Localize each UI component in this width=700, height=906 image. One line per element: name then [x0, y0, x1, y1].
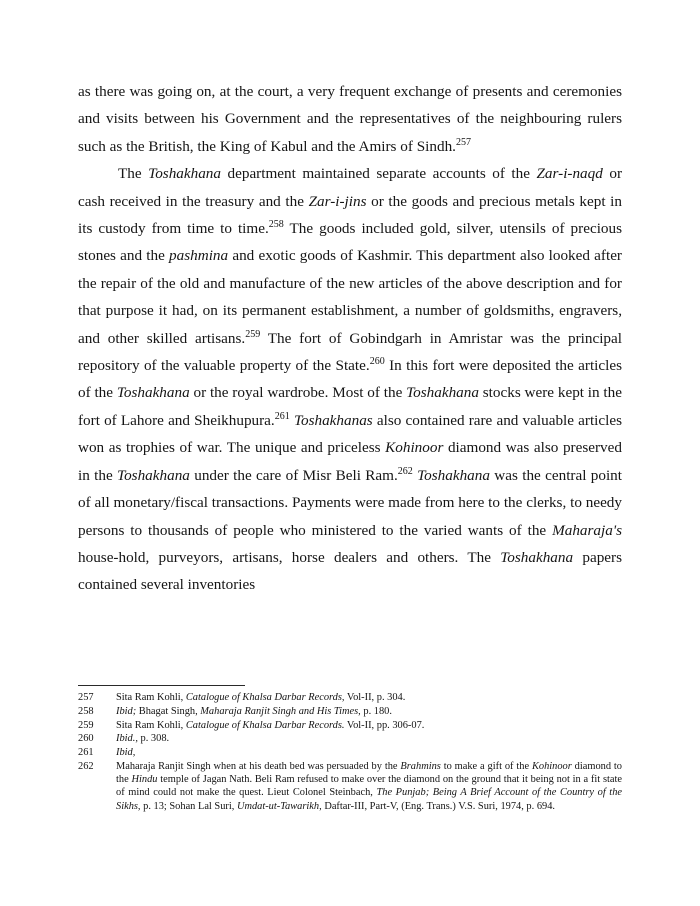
footnote-list	[78, 691, 622, 813]
italic-term: Toshakhana	[117, 466, 190, 484]
footnote-number: 261	[78, 747, 94, 759]
text-run: p. 180.	[360, 705, 392, 717]
footnote-item	[78, 691, 622, 704]
footnote-text	[116, 746, 622, 759]
text-run: The goods included gold, silver, utensils of precious stones and the	[78, 220, 623, 265]
text-run: also contained rare and valuable articles won as trophies of war. The unique and priceless	[78, 411, 623, 457]
italic-term: Ibid,	[116, 747, 136, 759]
italic-term: Toshakhana	[148, 165, 221, 183]
italic-term: Ibid;	[116, 705, 137, 717]
body-paragraph-2	[78, 160, 622, 599]
italic-term: Kohinoor	[385, 439, 444, 457]
text-run: temple of Jagan Nath. Beli Ram refused to make over the diamond on the ground that it being not in a fit state of mind could not make the quest. Lieut Colonel Steinbach,	[116, 774, 622, 799]
text-run: Daftar-III, Part-V, (Eng. Trans.) V.S. Suri, 1974, p. 694.	[321, 800, 556, 812]
italic-term: The Punjab; Being A Brief Account of the Country of the Sikhs,	[116, 787, 622, 812]
footnote-number: 260	[78, 733, 94, 745]
text-run: was the central point of all monetary/fiscal transactions. Payments were made from here to the clerks, to needy persons to thousands of people who ministered to the varied wants of the	[78, 466, 622, 539]
footnote-text	[116, 705, 622, 718]
footnote-number: 258	[78, 705, 94, 717]
italic-term: Umdat-ut-Tawarikh,	[236, 800, 322, 812]
footnote-marker: 258	[268, 218, 284, 230]
text-run: p. 13; Sohan Lal Suri,	[140, 800, 237, 812]
text-run: The fort of Gobindgarh in Amristar was the principal repository of the valuable property of the State.	[78, 329, 622, 375]
footnote-marker: 257	[455, 136, 471, 148]
italic-term: Catalogue of Khalsa Darbar Records,	[185, 692, 345, 703]
italic-term: Zar-i-naqd	[536, 165, 603, 183]
italic-term: Catalogue of Khalsa Darbar Records.	[185, 719, 345, 731]
footnote-number: 257	[78, 692, 94, 703]
italic-term: Toshakhanas	[293, 411, 373, 429]
text-run: and exotic goods of Kashmir. This department also looked after the repair of the old and manufacture of the new articles of the above description and for that purpose it had, on its permanent establishment, a number of goldsmiths, engravers, and other skilled artisans.	[78, 247, 622, 347]
text-run: In this fort were deposited the articles of the	[78, 357, 622, 402]
footnote-item	[78, 705, 622, 718]
page-body-content	[78, 78, 622, 599]
footnote-text	[116, 719, 622, 732]
text-run: Sita Ram Kohli,	[116, 719, 186, 731]
footnote-text	[116, 691, 622, 704]
italic-term: Hindu	[131, 774, 158, 786]
text-run: Bhagat Singh,	[136, 705, 201, 717]
footnote-item	[78, 719, 622, 732]
text-run: under the care of Misr Beli Ram.	[189, 466, 398, 484]
text-run: to make a gift of the	[440, 760, 532, 772]
footnote-number: 259	[78, 719, 94, 731]
italic-term: Kohinoor	[531, 760, 572, 772]
italic-term: Maharaja's	[552, 521, 622, 539]
footnote-text	[116, 732, 622, 745]
italic-term: Toshakhana	[116, 384, 190, 402]
text-run: Vol-II, pp. 306-07.	[344, 719, 425, 731]
italic-term: Toshakhana	[417, 466, 490, 484]
text-run: house-hold, purveyors, artisans, horse dealers and others. The	[78, 548, 501, 566]
footnote-text	[116, 760, 622, 813]
text-run: Vol-II, p. 304.	[344, 692, 406, 703]
text-run: stocks were kept in the fort of Lahore and Sheikhupura.	[78, 384, 622, 429]
footnote-number: 262	[78, 760, 94, 772]
text-run: or the goods and precious metals kept in its custody from time to time.	[78, 192, 622, 238]
italic-term: Toshakhana	[500, 548, 574, 566]
footnote-item	[78, 746, 622, 759]
footnote-item	[78, 732, 622, 745]
italic-term: Brahmins	[400, 760, 441, 772]
footnote-marker: 261	[274, 410, 290, 422]
text-run: or the royal wardrobe. Most of the	[189, 384, 407, 402]
text-run: or cash received in the treasury and the	[78, 165, 623, 210]
italic-term: Maharaja Ranjit Singh and His Times,	[200, 705, 361, 717]
footnote-separator-rule	[78, 685, 245, 686]
text-run: diamond to the	[116, 760, 622, 786]
text-run: papers contained several inventories	[78, 548, 622, 594]
text-run: department maintained separate accounts of the	[221, 165, 537, 183]
body-paragraph-1	[78, 78, 622, 160]
footnote-marker: 259	[245, 328, 261, 340]
text-run: Sita Ram Kohli,	[116, 692, 186, 703]
text-run: Maharaja Ranjit Singh when at his death bed was persuaded by the	[116, 760, 401, 772]
text-run: The	[118, 165, 149, 183]
text-run: as there was going on, at the court, a very frequent exchange of presents and ceremonies and visits between his Government and the representatives of the neighbouring rulers such as the British, the King of Kabul and the Amirs of Sindh.	[78, 83, 622, 155]
text-run: diamond was also preserved in the	[78, 439, 622, 484]
italic-term: Zar-i-jins	[308, 192, 367, 210]
text-run: p. 308.	[137, 733, 170, 745]
italic-term: pashmina	[169, 247, 229, 265]
footnote-item	[78, 760, 622, 813]
footnote-marker: 262	[397, 465, 413, 477]
footnote-marker: 260	[369, 356, 385, 367]
italic-term: Toshakhana	[406, 384, 479, 402]
italic-term: Ibid.,	[116, 733, 138, 745]
